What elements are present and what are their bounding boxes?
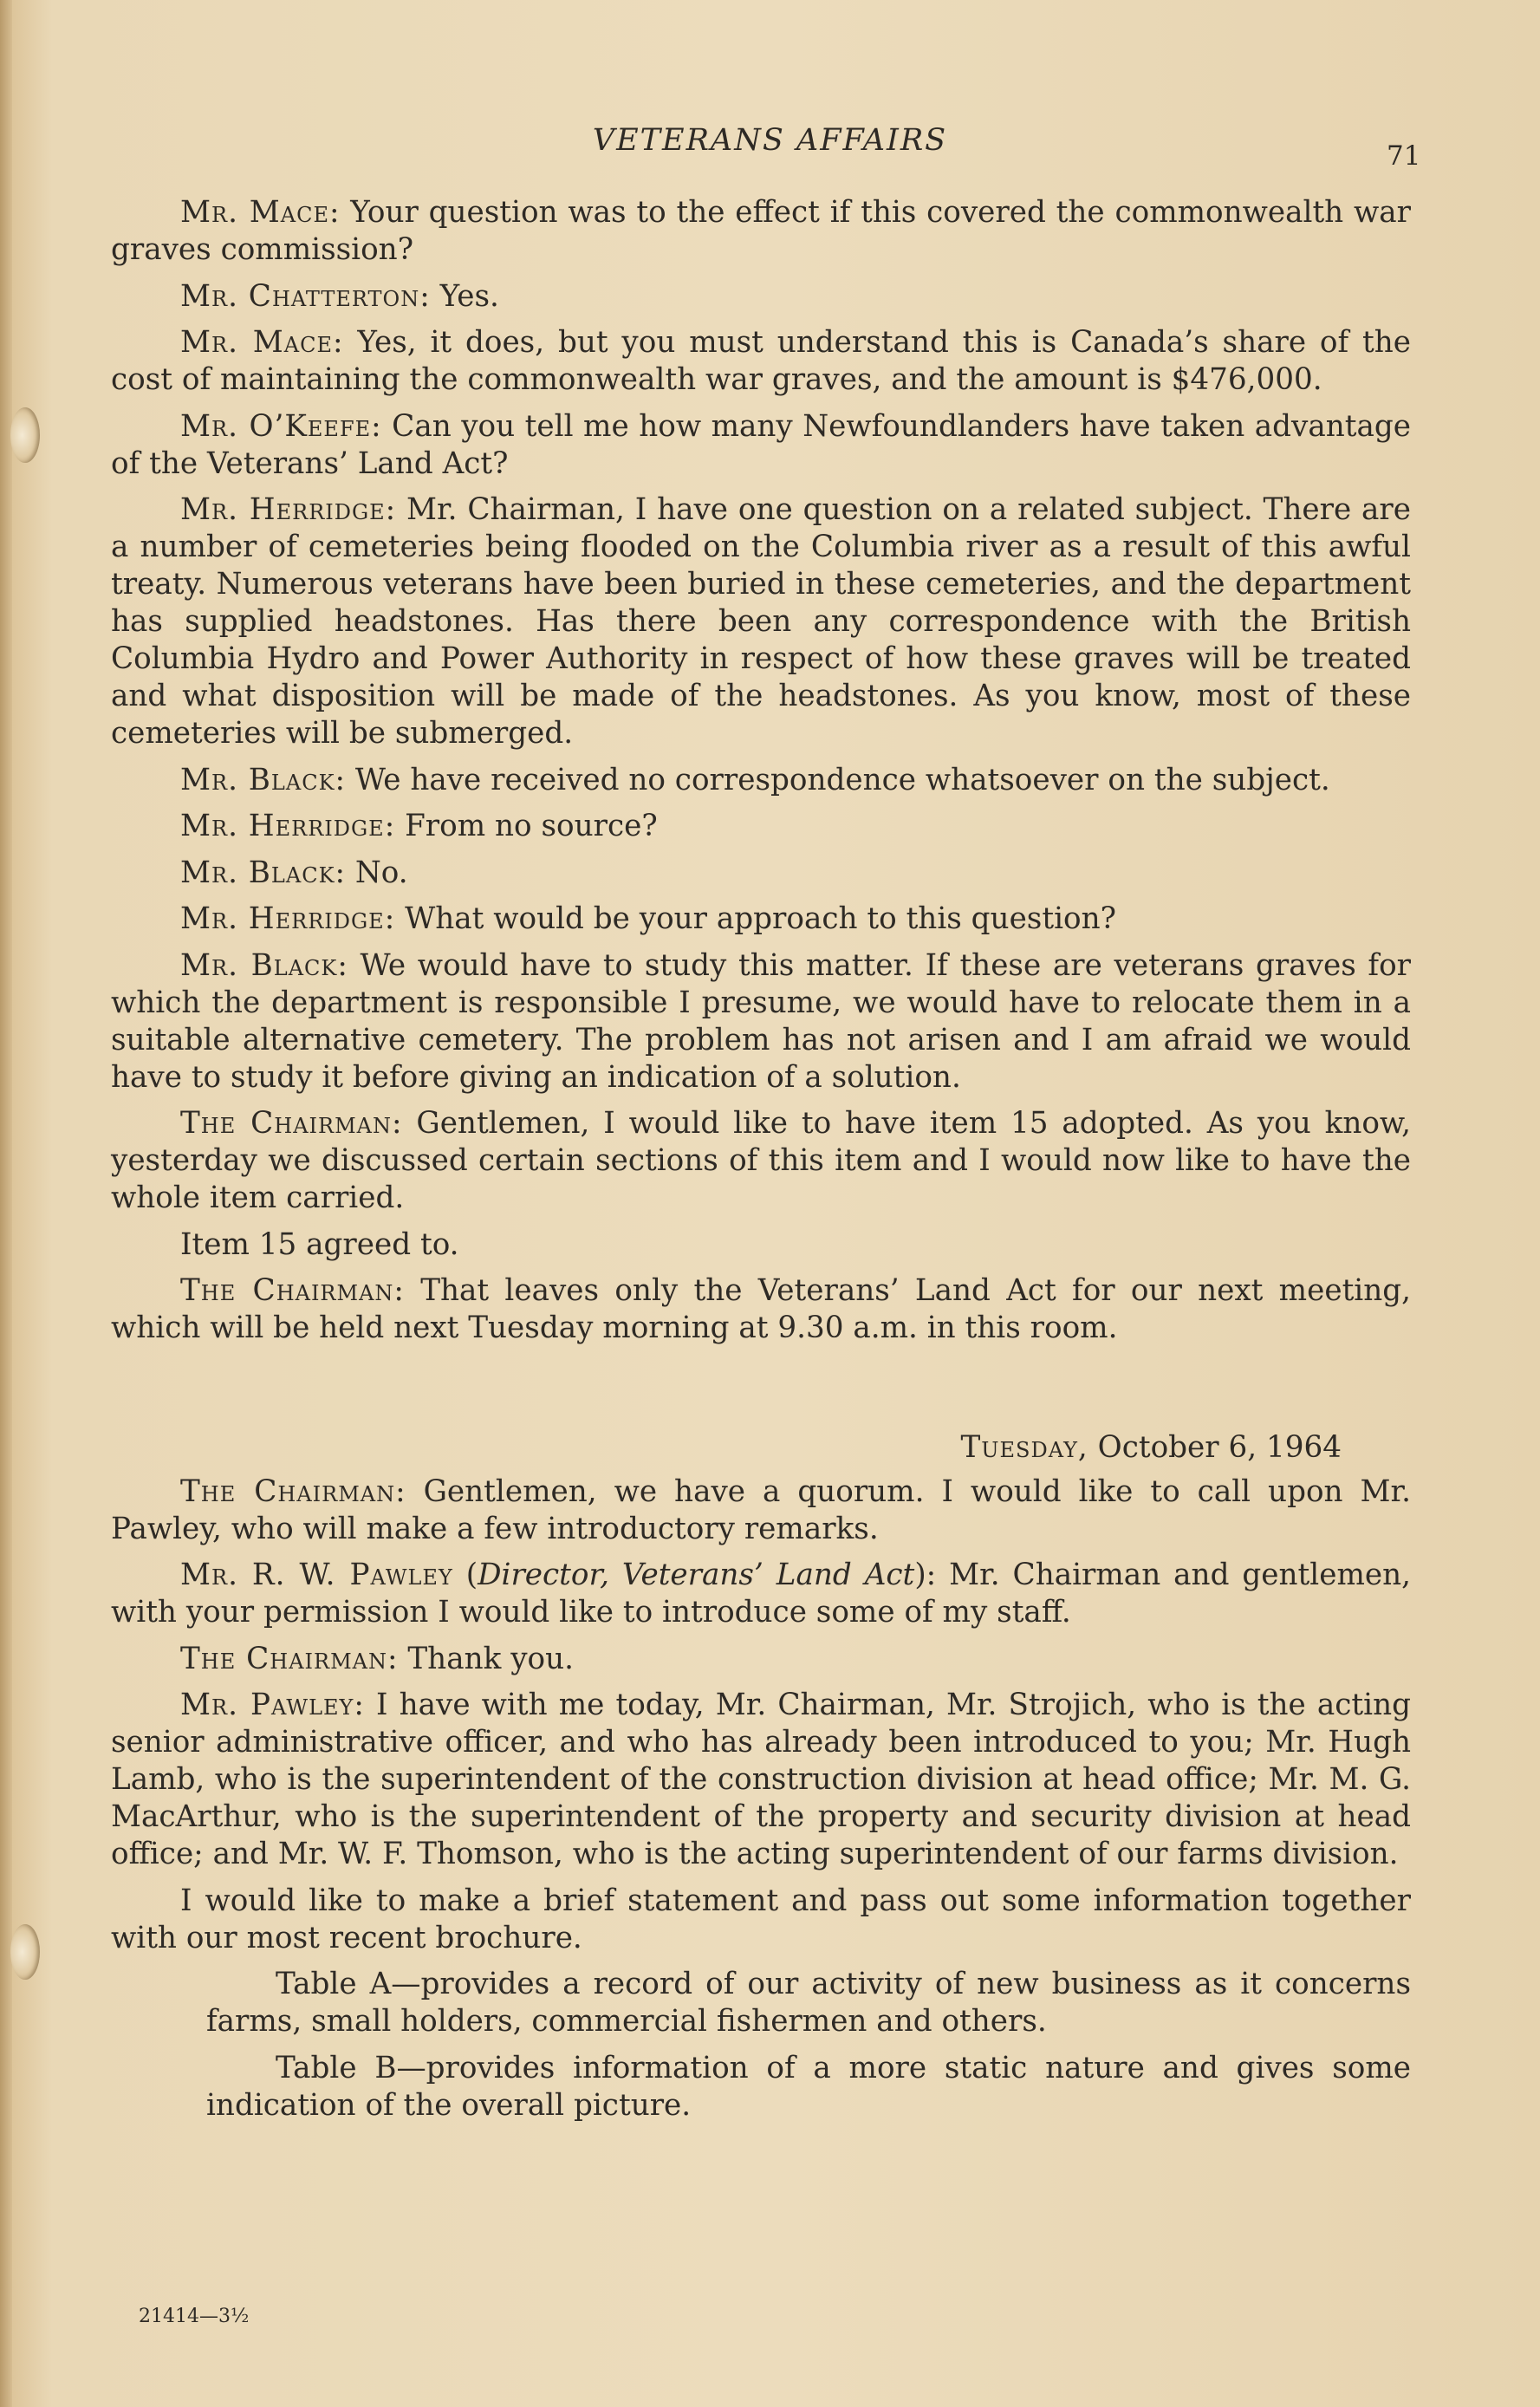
speaker-role: Director, Veterans’ Land Act [478,1558,915,1592]
speaker: Mr. Mace: [180,325,344,360]
speech: Your question was to the effect if this covered the commonwealth war graves commission? [111,195,1411,267]
paragraph [111,901,1411,938]
table-item-text: Table B—provides information of a more static nature and gives some indication of the overall picture. [206,2050,1411,2123]
paragraph [111,947,1411,1096]
speech: I would like to make a brief statement and pass out some information together with our most recent brochure. [111,1883,1411,1955]
paragraph [111,408,1411,483]
dateline-date: October 6, 1964 [1088,1429,1342,1465]
speaker: Mr. Mace: [180,195,341,230]
speaker: Mr. Black: [180,947,348,983]
paragraph [111,855,1411,892]
speech: Gentlemen, we have a quorum. I would like to call upon Mr. Pawley, who will make a few introductory remarks. [111,1473,1411,1546]
paragraph: Mr. R. W. Pawley (Director, Veterans’ Land Act): Mr. Chairman and gentlemen, with your permission I would like to introduce some of my staff. [111,1558,1411,1630]
speaker: The Chairman: [180,1273,405,1308]
speaker: The Chairman: [180,1641,399,1676]
paragraph [111,194,1411,269]
paragraph [111,1105,1411,1217]
paragraph [111,1641,1411,1678]
speech: Yes. [430,278,499,314]
speaker: Mr. O’Keefe: [180,408,382,444]
speech: Mr. Chairman, I have one question on a related subject. There are a number of cemeteries being flooded on the Columbia river as a result of this awful treaty. Numerous veterans have been buried in these cemeteries, and the department has supplied headstones. Has there been any correspondence with the British Columbia Hydro and Power Authority in respect of how these graves will be treated and what disposition will be made of the headstones. As you know, most of these cemeteries will be submerged. [111,492,1411,751]
speech: Item 15 agreed to. [180,1226,459,1262]
running-head: VETERANS AFFAIRS [592,123,948,158]
speech: We have received no correspondence whatsoever on the subject. [346,762,1330,797]
speech: We would have to study this matter. If these are veterans graves for which the department is responsible I presume, we would have to relocate them in a suitable alternative cemetery. The problem has not arisen and I am afraid we would have to study it before giving an indication of a solution. [111,947,1412,1095]
speaker: Mr. Herridge: [180,809,396,843]
paragraph [111,1687,1411,1873]
dateline-day: Tuesday, [960,1429,1088,1465]
speaker: The Chairman: [180,1473,406,1509]
speaker: Mr. Pawley: [180,1688,365,1722]
speech: Thank you. [398,1641,574,1676]
paragraph [111,808,1411,845]
speech: That leaves only the Veterans’ Land Act for our next meeting, which will be held next Tuesday morning at 9.30 a.m. in this room. [111,1273,1412,1345]
paragraph [111,762,1411,799]
paragraph [111,1473,1411,1548]
speaker: Mr. Chatterton: [180,278,431,314]
speech: Can you tell me how many Newfoundlanders have taken advantage of the Veterans’ Land Act? [111,408,1411,481]
paragraph [111,324,1411,399]
printer-signature: 21414—3½ [139,2306,250,2327]
paragraph [111,1883,1411,1957]
speech: What would be your approach to this question? [395,901,1116,936]
speaker: Mr. R. W. Pawley [180,1558,453,1592]
paragraph [111,1226,1411,1264]
body-text [111,194,1411,2133]
speech: No. [346,855,408,890]
paragraph [111,491,1411,752]
binding-hole-top [10,407,40,463]
table-item [111,1966,1411,2040]
paragraph [111,1272,1411,1347]
section-break [111,1356,1411,1429]
speech: : Mr. Chairman and gentlemen, with your permission I would like to introduce some of my staff. [111,1558,1411,1630]
speaker: Mr. Black: [180,762,347,797]
speech: Gentlemen, I would like to have item 15 adopted. As you know, yesterday we discussed certain sections of this item and I would now like to have the whole item carried. [111,1106,1411,1215]
speech: I have with me today, Mr. Chairman, Mr. Strojich, who is the acting senior administrative officer, and who has already been introduced to you; Mr. Hugh Lamb, who is the superintendent of the construction division at head office; Mr. M. G. MacArthur, who is the superintendent of the property and security division at head office; and Mr. W. F. Thomson, who is the acting superintendent of our farms division. [111,1688,1411,1871]
paragraph [111,278,1411,316]
speaker: The Chairman: [180,1106,403,1141]
binding-hole-bottom [10,1924,40,1980]
table-item [111,2050,1411,2124]
speaker: Mr. Herridge: [180,901,396,936]
page-edge [0,0,12,2407]
speech: From no source? [395,809,658,843]
table-item-text: Table A—provides a record of our activity of new business as it concerns farms, small holders, commercial fishermen and others. [206,1967,1411,2039]
speaker: Mr. Black: [180,855,347,890]
page-number: 71 [1387,140,1421,172]
speech: Yes, it does, but you must understand this is Canada’s share of the cost of maintaining the commonwealth war graves, and the amount is $476,000. [111,325,1411,397]
dateline [111,1429,1411,1467]
speaker: Mr. Herridge: [180,492,397,527]
